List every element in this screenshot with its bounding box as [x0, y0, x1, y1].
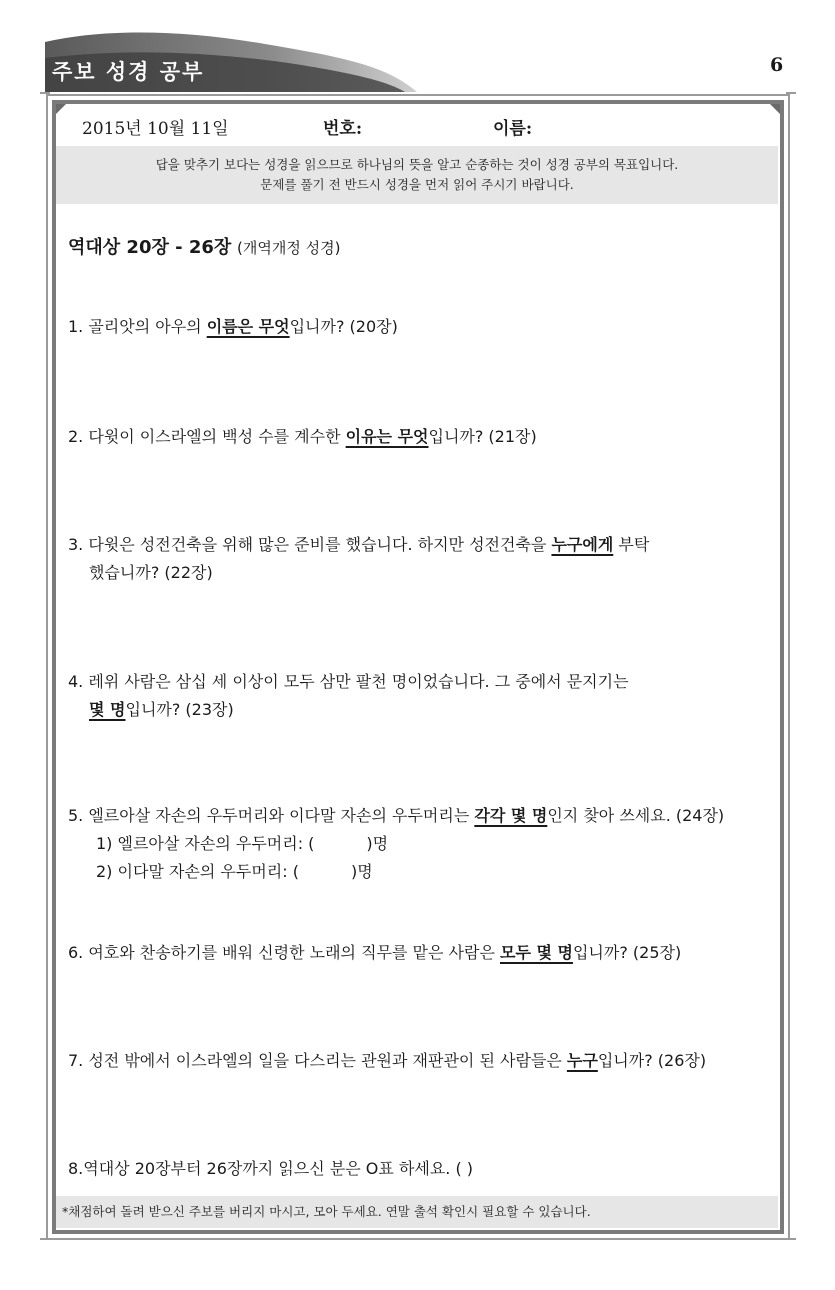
page-number: 6 [770, 54, 784, 76]
bible-version: (개역개정 성경) [237, 239, 341, 257]
corner-ornament-top-right [770, 104, 780, 114]
frame-tick [40, 92, 50, 94]
keyword: 각각 몇 명 [474, 806, 548, 825]
section-heading [68, 233, 340, 259]
keyword: 몇 명 [89, 700, 126, 719]
section-title: 역대상 20장 - 26장 [68, 237, 232, 258]
question-7: 7. 성전 밖에서 이스라엘의 일을 다스리는 관원과 재판관이 된 사람들은 누구입니까? (26장) [68, 1051, 707, 1070]
notice-box [56, 146, 778, 204]
sub-question-1: 1) 엘르아살 자손의 우두머리: ( )명 [96, 834, 389, 853]
question-2: 2. 다윗이 이스라엘의 백성 수를 계수한 이유는 무엇입니까? (21장) [68, 427, 537, 446]
frame-tick [786, 1238, 796, 1240]
footer-note: *채점하여 돌려 받으신 주보를 버리지 마시고, 모아 두세요. 연말 출석 확인시 필요할 수 있습니다. [56, 1196, 778, 1228]
notice-line-1: 답을 맞추기 보다는 성경을 읽으므로 하나님의 뜻을 알고 순종하는 것이 성경 공부의 목표입니다. [155, 157, 679, 172]
question-4: 4. 레위 사람은 삼십 세 이상이 모두 삼만 팔천 명이었습니다. 그 중에서 문지기는 몇 명입니까? (23장) [68, 672, 629, 719]
name-label: 이름: [493, 119, 533, 139]
question-8: 8.역대상 20장부터 26장까지 읽으신 분은 O표 하세요. ( ) [68, 1159, 474, 1178]
keyword: 모두 몇 명 [499, 943, 573, 962]
notice-line-2: 문제를 풀기 전 반드시 성경을 먼저 읽어 주시기 바랍니다. [260, 177, 574, 192]
corner-ornament-top-left [56, 104, 66, 114]
question-5: 5. 엘르아살 자손의 우두머리와 이다말 자손의 우두머리는 각각 몇 명인지 찾아 쓰세요. (24장) 1) 엘르아살 자손의 우두머리: ( )명 2) 이다말 자손의 우두머리: ( )명 [68, 802, 773, 886]
question-3: 3. 다윗은 성전건축을 위해 많은 준비를 했습니다. 하지만 성전건축을 누구에게 부탁 했습니까? (22장) [68, 535, 650, 582]
keyword: 이름은 무엇 [206, 317, 290, 336]
frame-tick [40, 1238, 50, 1240]
sub-question-2: 2) 이다말 자손의 우두머리: ( )명 [96, 862, 373, 881]
question-6: 6. 여호와 찬송하기를 배워 신령한 노래의 직무를 맡은 사람은 모두 몇 명입니까? (25장) [68, 943, 682, 962]
question-1: 1. 골리앗의 아우의 이름은 무엇입니까? (20장) [68, 317, 398, 336]
date-text: 2015년 10월 11일 [82, 119, 229, 139]
frame-tick [786, 92, 796, 94]
number-label: 번호: [323, 119, 363, 139]
keyword: 누구에게 [551, 535, 614, 554]
keyword: 누구 [566, 1051, 598, 1070]
keyword: 이유는 무엇 [345, 427, 429, 446]
page-title: 주보 성경 공부 [52, 60, 205, 84]
